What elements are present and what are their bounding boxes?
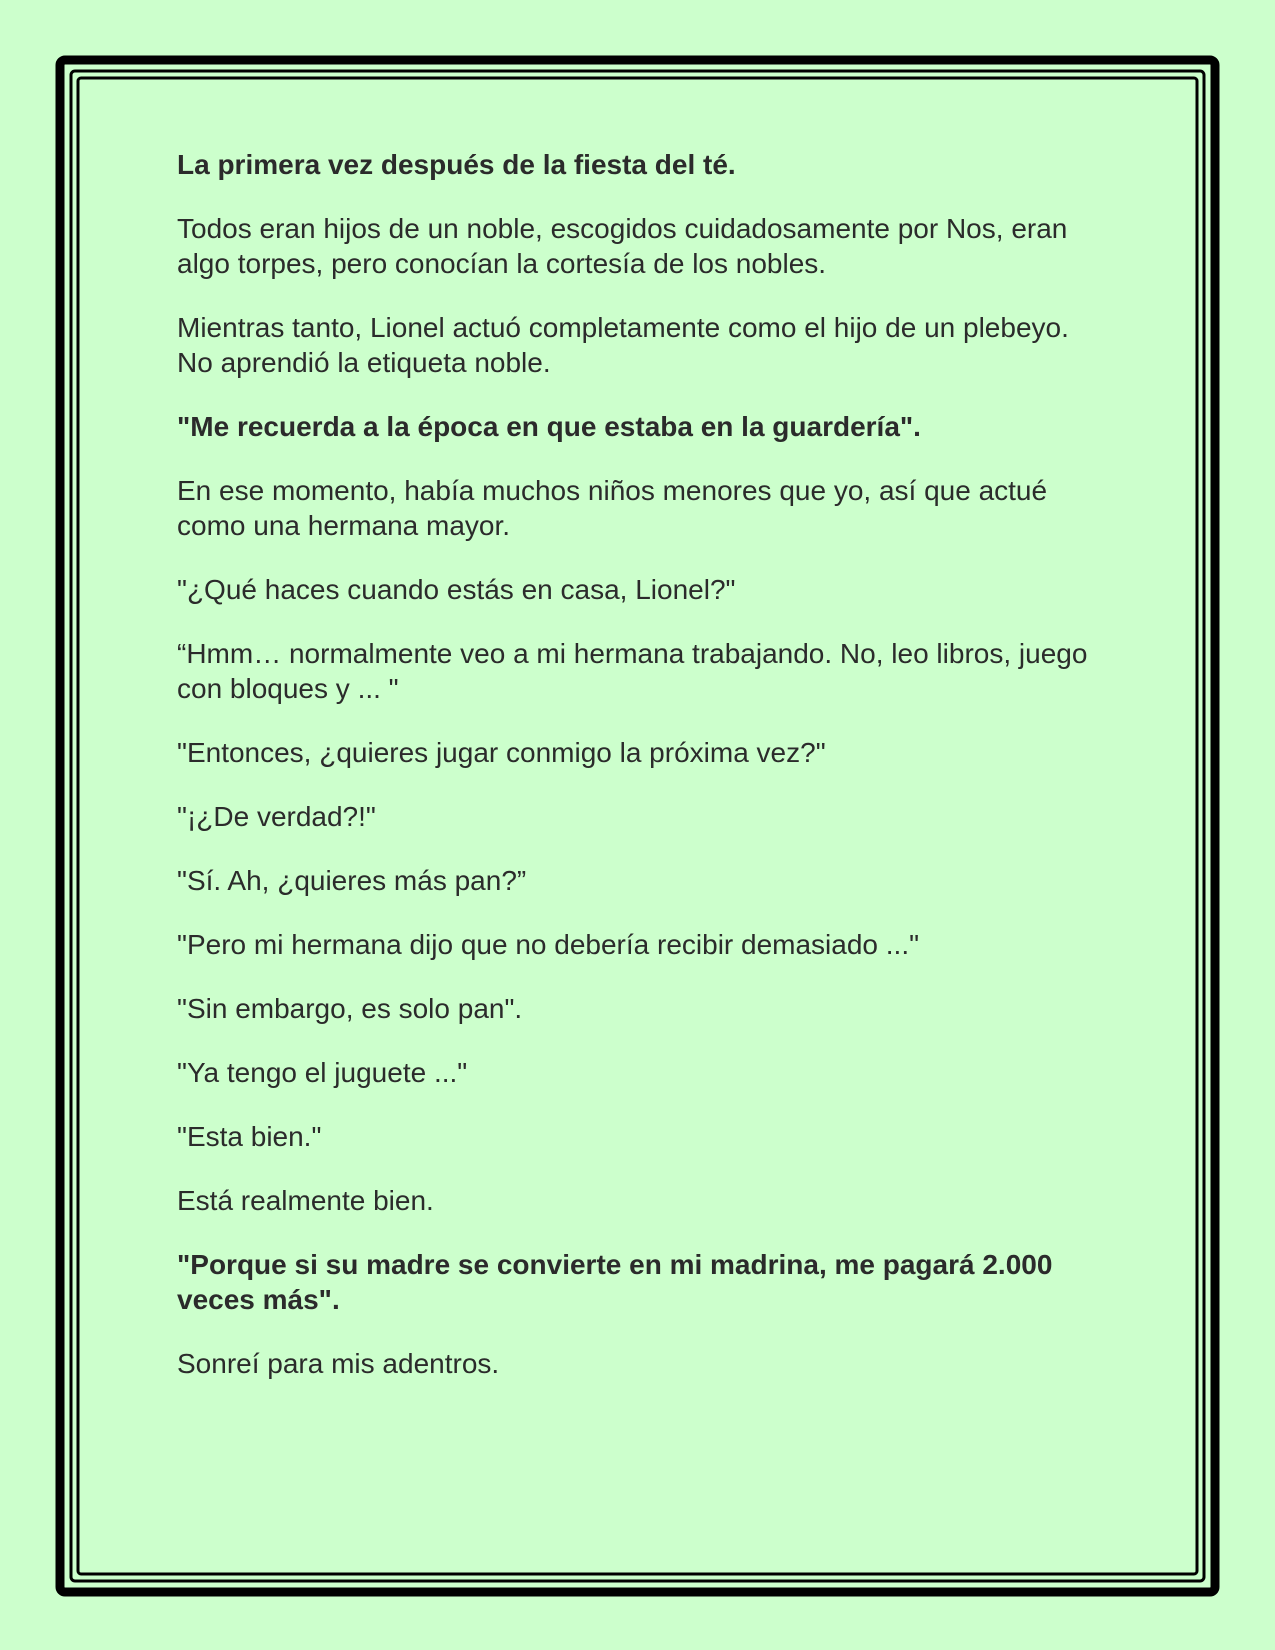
paragraph: "Me recuerda a la época en que estaba en la guardería". (177, 411, 921, 442)
paragraph: "¡¿De verdad?!" (177, 801, 376, 832)
document-body (177, 147, 1097, 1410)
paragraph: "Pero mi hermana dijo que no debería recibir demasiado ..." (177, 929, 920, 960)
paragraph: “Hmm… normalmente veo a mi hermana trabajando. No, leo libros, juego con bloques y ... " (177, 638, 1088, 704)
paragraph: "Sí. Ah, ¿quieres más pan?” (177, 865, 527, 896)
paragraph: "Esta bien." (177, 1121, 322, 1152)
paragraph: Sonreí para mis adentros. (177, 1348, 500, 1379)
paragraph: "Entonces, ¿quieres jugar conmigo la próxima vez?" (177, 737, 826, 768)
paragraph: "Porque si su madre se convierte en mi madrina, me pagará 2.000 veces más". (177, 1249, 1053, 1315)
paragraph: "Ya tengo el juguete ..." (177, 1057, 468, 1088)
paragraph: Todos eran hijos de un noble, escogidos cuidadosamente por Nos, eran algo torpes, pero conocían la cortesía de los nobles. (177, 213, 1068, 279)
paragraph: Mientras tanto, Lionel actuó completamente como el hijo de un plebeyo. No aprendió la etiqueta noble. (177, 312, 1069, 378)
paragraph: "¿Qué haces cuando estás en casa, Lionel?" (177, 574, 736, 605)
paragraph: Está realmente bien. (177, 1185, 434, 1216)
paragraph: En ese momento, había muchos niños menores que yo, así que actué como una hermana mayor. (177, 475, 1048, 541)
chapter-title: La primera vez después de la fiesta del té. (177, 149, 736, 180)
paragraph: "Sin embargo, es solo pan". (177, 993, 523, 1024)
